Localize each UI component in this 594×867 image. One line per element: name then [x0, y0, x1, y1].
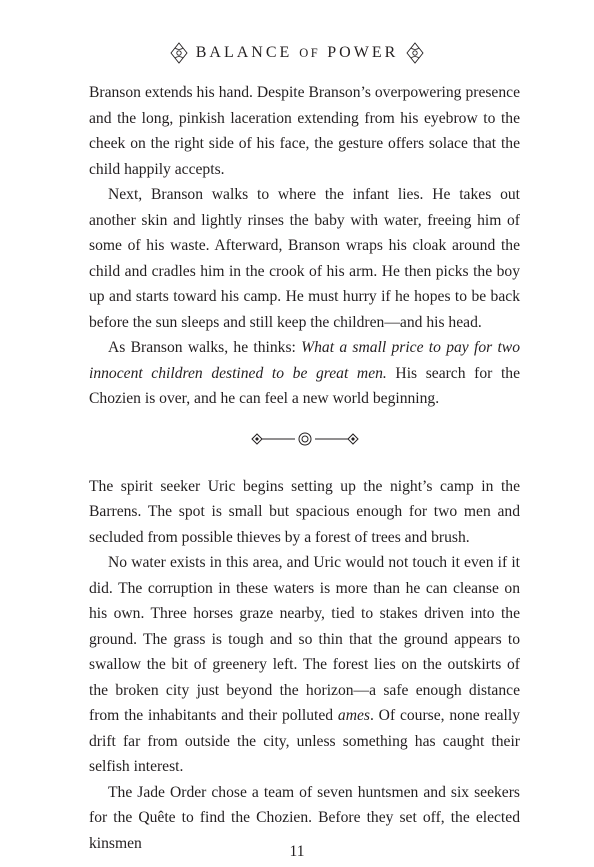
- scene-break-ornament: [89, 426, 520, 452]
- page-number: 11: [289, 843, 305, 860]
- paragraph: The Jade Order chose a team of seven huntsmen and six seekers for the Quête to find the Chozien. Before they set off, the elected kinsmen: [89, 783, 520, 852]
- paragraph: Branson extends his hand. Despite Branson’s overpowering presence and the long, pinkish laceration extending from his eyebrow to the cheek on the right side of his face, the gesture offers solace that the child happily accepts.: [89, 84, 520, 178]
- diamond-swirl-icon: [406, 42, 424, 64]
- paragraph: Next, Branson walks to where the infant lies. He takes out another skin and lightly rinses the baby with water, freeing him of some of his waste. Afterward, Branson wraps his cloak around the child and cradles him in the crook of his arm. He then picks the boy up and starts toward his camp. He must hurry if he hopes to be back before the sun sleeps and still keep the children—and his head.: [89, 186, 520, 331]
- paragraph: As Branson walks, he thinks: What a small price to pay for two innocent children destined to be great men. His search for the Chozien is over, and he can feel a new world beginning.: [89, 339, 520, 407]
- running-header: [0, 40, 594, 66]
- page-title: BALANCE OF POWER: [195, 44, 399, 61]
- diamond-swirl-icon: [170, 42, 188, 64]
- paragraph: No water exists in this area, and Uric would not touch it even if it did. The corruption in these waters is more than he can cleanse on his own. Three horses graze nearby, tied to stakes driven into the ground. The grass is tough and so thin that the ground appears to swallow the bit of greenery left. The forest lies on the outskirts of the broken city just beyond the horizon—a safe enough distance from the inhabitants and their polluted ames. Of course, none really drift far from outside the city, unless something has caught their selfish interest.: [89, 554, 520, 775]
- paragraph: The spirit seeker Uric begins setting up the night’s camp in the Barrens. The spot is small but spacious enough for two men and secluded from possible thieves by a forest of trees and brush.: [89, 477, 520, 546]
- page-body: [89, 80, 520, 856]
